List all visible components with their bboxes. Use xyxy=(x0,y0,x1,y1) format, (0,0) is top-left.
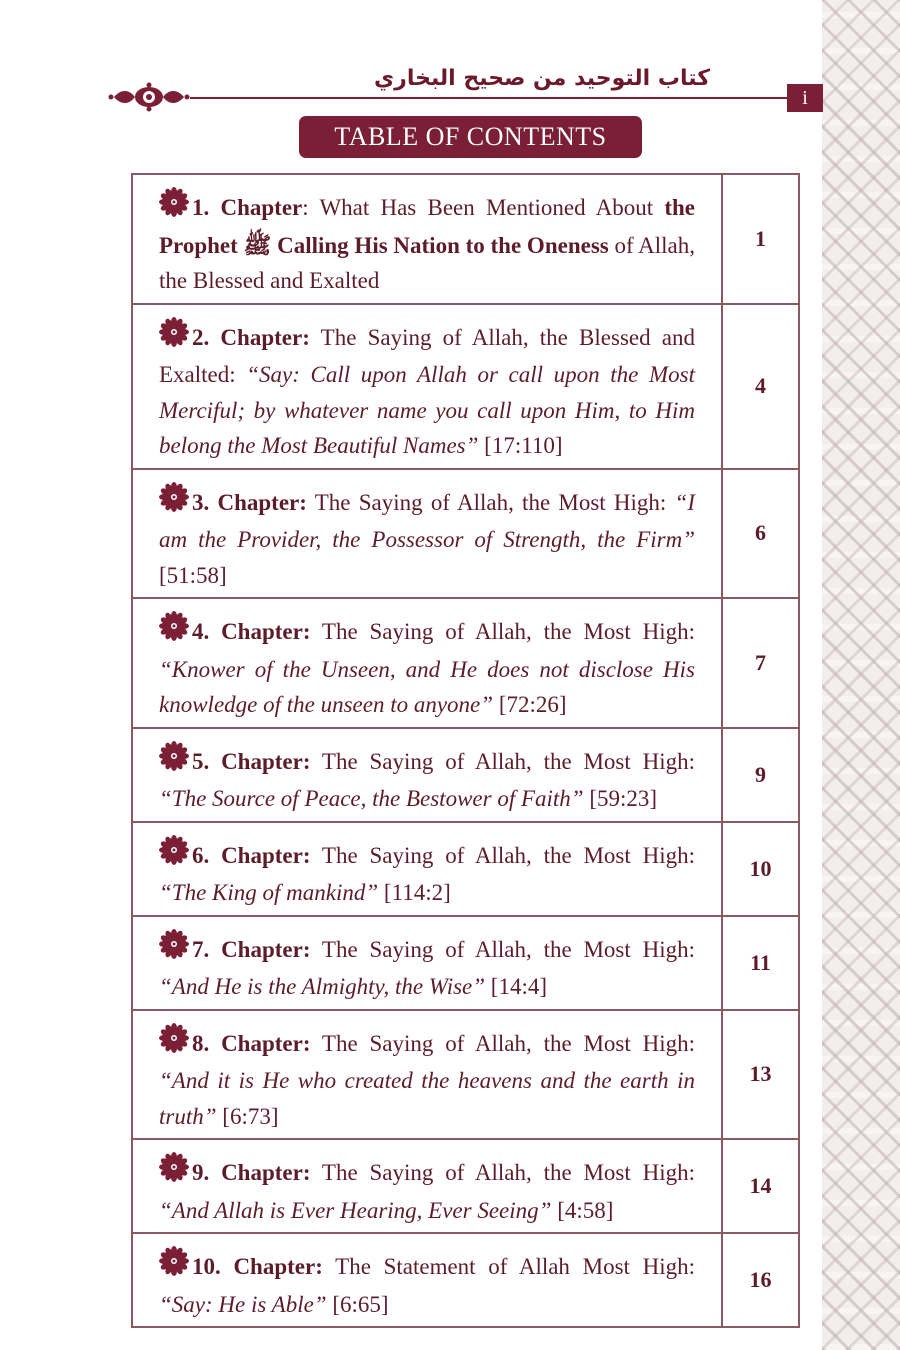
chapter-label: 7. Chapter: xyxy=(192,936,311,962)
chapter-text: of Allah, the Blessed and Exalted xyxy=(159,232,695,293)
arabic-book-title: كتاب التوحيد من صحيح البخاري xyxy=(374,66,710,91)
toc-row[interactable] xyxy=(132,1010,799,1140)
chapter-label: 8. Chapter: xyxy=(192,1030,311,1056)
chapter-text: The Statement of Allah Most High: xyxy=(322,1254,695,1279)
chapter-label: 5. Chapter: xyxy=(192,748,311,774)
toc-page-number[interactable]: 13 xyxy=(722,1010,799,1140)
rosette-icon xyxy=(159,741,189,782)
header-rule xyxy=(190,97,788,99)
rosette-icon xyxy=(159,187,189,228)
toc-row[interactable] xyxy=(132,1233,799,1327)
rosette-icon xyxy=(159,1023,189,1064)
chapter-text: The Saying of Allah, the Most High: xyxy=(310,1160,695,1185)
decorative-side-pattern xyxy=(822,0,900,1350)
chapter-label: 2. Chapter: xyxy=(192,324,310,350)
toc-row[interactable] xyxy=(132,304,799,469)
toc-row[interactable] xyxy=(132,469,799,599)
header-ornament-icon xyxy=(108,82,190,112)
rosette-icon xyxy=(159,835,189,876)
chapter-bold-text: the Prophet ﷺ Calling His Nation to the Oneness xyxy=(159,195,695,258)
toc-entry[interactable] xyxy=(132,469,722,599)
toc-entry[interactable] xyxy=(132,822,722,916)
toc-entry[interactable] xyxy=(132,598,722,728)
verse-reference: [114:2] xyxy=(378,880,451,905)
toc-entry[interactable] xyxy=(132,728,722,822)
chapter-label: 4. Chapter: xyxy=(192,619,311,644)
verse-reference: [72:26] xyxy=(493,692,567,717)
chapter-text: The Saying of Allah, the Most High: xyxy=(310,748,695,774)
toc-title: TABLE OF CONTENTS xyxy=(299,116,642,158)
toc-entry[interactable] xyxy=(132,1139,722,1233)
chapter-quote: “Knower of the Unseen, and He does not disclose His knowledge of the unseen to anyone” xyxy=(159,656,695,717)
chapter-label: 9. Chapter: xyxy=(192,1160,311,1185)
toc-page-number[interactable]: 7 xyxy=(722,598,799,728)
toc-page-number[interactable]: 10 xyxy=(722,822,799,916)
toc-page-number[interactable]: 14 xyxy=(722,1139,799,1233)
chapter-label: 3. Chapter: xyxy=(192,489,307,515)
chapter-quote: “And Allah is Ever Hearing, Ever Seeing” xyxy=(159,1197,552,1223)
toc-row[interactable] xyxy=(132,598,799,728)
rosette-icon xyxy=(159,482,189,523)
rosette-icon xyxy=(159,1246,189,1287)
toc-entry[interactable] xyxy=(132,174,722,304)
toc-page-number[interactable]: 1 xyxy=(722,174,799,304)
verse-reference: [6:65] xyxy=(326,1291,389,1317)
toc-page-number[interactable]: 11 xyxy=(722,916,799,1010)
chapter-text: The Saying of Allah, the Most High: xyxy=(310,842,695,868)
page-number: i xyxy=(787,84,823,112)
toc-entry[interactable] xyxy=(132,304,722,469)
chapter-text: The Saying of Allah, the Blessed and Exalted: xyxy=(159,324,696,387)
toc-row[interactable] xyxy=(132,1139,799,1233)
toc-row[interactable] xyxy=(132,174,799,304)
toc-page-number[interactable]: 16 xyxy=(722,1233,799,1327)
chapter-quote: “And He is the Almighty, the Wise” xyxy=(159,974,486,999)
chapter-text: The Saying of Allah, the Most High: xyxy=(306,489,675,515)
chapter-quote: “And it is He who created the heavens and the earth in truth” xyxy=(159,1068,695,1129)
chapter-quote: “Say: Call upon Allah or call upon the Most Merciful; by whatever name you call upon Him, to Him belong the Most Beautiful Names” xyxy=(159,362,695,458)
chapter-label: 6. Chapter: xyxy=(192,842,311,868)
verse-reference: [51:58] xyxy=(159,562,227,588)
chapter-quote: “I am the Provider, the Possessor of Strength, the Firm” xyxy=(159,489,695,552)
toc-table xyxy=(131,173,800,1328)
toc-page-number[interactable]: 4 xyxy=(722,304,799,469)
verse-reference: [59:23] xyxy=(583,786,658,811)
toc-row[interactable] xyxy=(132,728,799,822)
toc-entry[interactable] xyxy=(132,1233,722,1327)
chapter-quote: “The King of mankind” xyxy=(159,880,379,905)
toc-page-number[interactable]: 9 xyxy=(722,728,799,822)
verse-reference: [6:73] xyxy=(216,1103,279,1129)
page-header xyxy=(0,0,822,120)
chapter-separator: : What Has Been Mentioned About xyxy=(302,195,665,220)
rosette-icon xyxy=(159,929,189,970)
toc-entry[interactable] xyxy=(132,1010,722,1140)
verse-reference: [14:4] xyxy=(485,974,548,999)
toc-page-number[interactable]: 6 xyxy=(722,469,799,599)
toc-row[interactable] xyxy=(132,916,799,1010)
verse-reference: [17:110] xyxy=(478,433,563,458)
rosette-icon xyxy=(159,611,189,652)
chapter-label: 1. Chapter xyxy=(192,195,303,220)
verse-reference: [4:58] xyxy=(551,1197,614,1223)
rosette-icon xyxy=(159,1152,189,1193)
toc-row[interactable] xyxy=(132,822,799,916)
chapter-quote: “Say: He is Able” xyxy=(159,1291,327,1317)
chapter-text: The Saying of Allah, the Most High: xyxy=(310,619,695,644)
chapter-text: The Saying of Allah, the Most High: xyxy=(310,1030,695,1056)
chapter-label: 10. Chapter: xyxy=(192,1254,323,1279)
chapter-quote: “The Source of Peace, the Bestower of Faith” xyxy=(159,786,584,811)
chapter-text: The Saying of Allah, the Most High: xyxy=(310,936,695,962)
toc-entry[interactable] xyxy=(132,916,722,1010)
rosette-icon xyxy=(159,317,189,358)
